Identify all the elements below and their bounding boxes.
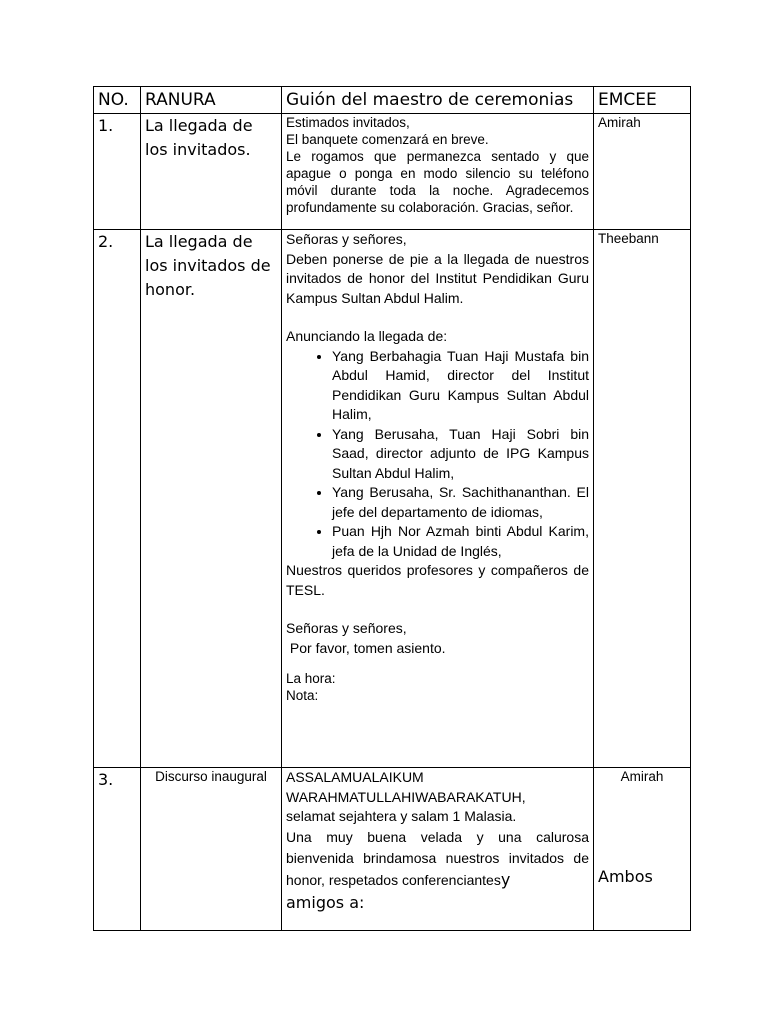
script-cell — [282, 230, 594, 768]
row-number: 1. — [94, 114, 141, 230]
script-line: WARAHMATULLAHIWABARAKATUH, — [286, 788, 526, 805]
list-item: • Puan Hjh Nor Azmah binti Abdul Karim, jefa de la Unidad de Inglés, — [332, 522, 589, 561]
list-item: • Yang Berusaha, Sr. Sachithananthan. El jefe del departamento de idiomas, — [332, 483, 589, 522]
table-header-row — [94, 87, 691, 114]
header-slot: RANURA — [141, 87, 282, 114]
script-cell — [282, 114, 594, 230]
note-label: Nota: — [286, 688, 319, 703]
announce-line: Anunciando la llegada de: — [286, 328, 448, 344]
script-cell — [282, 768, 594, 931]
emcee-cell: Theebann — [594, 230, 691, 768]
script-paragraph: Deben ponerse de pie a la llegada de nuestros invitados de honor del Institut Pendidikan Guru Kampus Sultan Abdul Halim. — [286, 250, 589, 306]
script-line: Señoras y señores, — [286, 231, 407, 247]
guest-list — [286, 347, 589, 562]
header-emcee: EMCEE — [594, 87, 691, 114]
header-no: NO. — [94, 87, 141, 114]
emcee-cell: Amirah — [594, 114, 691, 230]
script-line: Por favor, tomen asiento. — [286, 639, 446, 656]
emcee-name: Amirah — [620, 769, 664, 784]
slot-cell: La llegada de los invitados de honor. — [141, 230, 282, 768]
emcee-cell — [594, 768, 691, 931]
emcee-script-table — [93, 86, 691, 931]
table-row — [94, 230, 691, 768]
document-page — [93, 86, 690, 931]
script-text: Una muy buena velada y una calurosa bienvenida brindamosa nuestros invitados de honor, respetados conferenciantes — [286, 828, 589, 888]
emcee-name: Ambos — [598, 867, 653, 886]
table-row — [94, 768, 691, 931]
script-paragraph — [286, 827, 589, 891]
list-item: • Yang Berbahagia Tuan Haji Mustafa bin Abdul Hamid, director del Institut Pendidikan Guru Kampus Sultan Abdul Halim, — [332, 347, 589, 425]
script-line: Señoras y señores, — [286, 620, 407, 636]
table-row — [94, 114, 691, 230]
time-label: La hora: — [286, 671, 336, 686]
row-number: 2. — [94, 230, 141, 768]
script-paragraph: Le rogamos que permanezca sentado y que apague o ponga en modo silencio su teléfono móvil durante toda la noche. Agradecemos profundamente su colaboración. Gracias, señor. — [286, 149, 589, 215]
header-script: Guión del maestro de ceremonias — [282, 87, 594, 114]
slot-cell: Discurso inaugural — [141, 768, 282, 931]
script-line: Estimados invitados, — [286, 115, 410, 130]
script-text-tail: y — [500, 869, 511, 889]
script-line: ASSALAMUALAIKUM — [286, 769, 424, 785]
script-line: amigos a: — [286, 892, 365, 912]
list-item: • Yang Berusaha, Tuan Haji Sobri bin Saad, director adjunto de IPG Kampus Sultan Abdul Halim, — [332, 425, 589, 484]
row-number: 3. — [94, 768, 141, 931]
script-paragraph: Nuestros queridos profesores y compañeros de TESL. — [286, 562, 589, 598]
slot-cell: La llegada de los invitados. — [141, 114, 282, 230]
script-line: El banquete comenzará en breve. — [286, 132, 489, 147]
script-line: selamat sejahtera y salam 1 Malasia. — [286, 808, 517, 824]
